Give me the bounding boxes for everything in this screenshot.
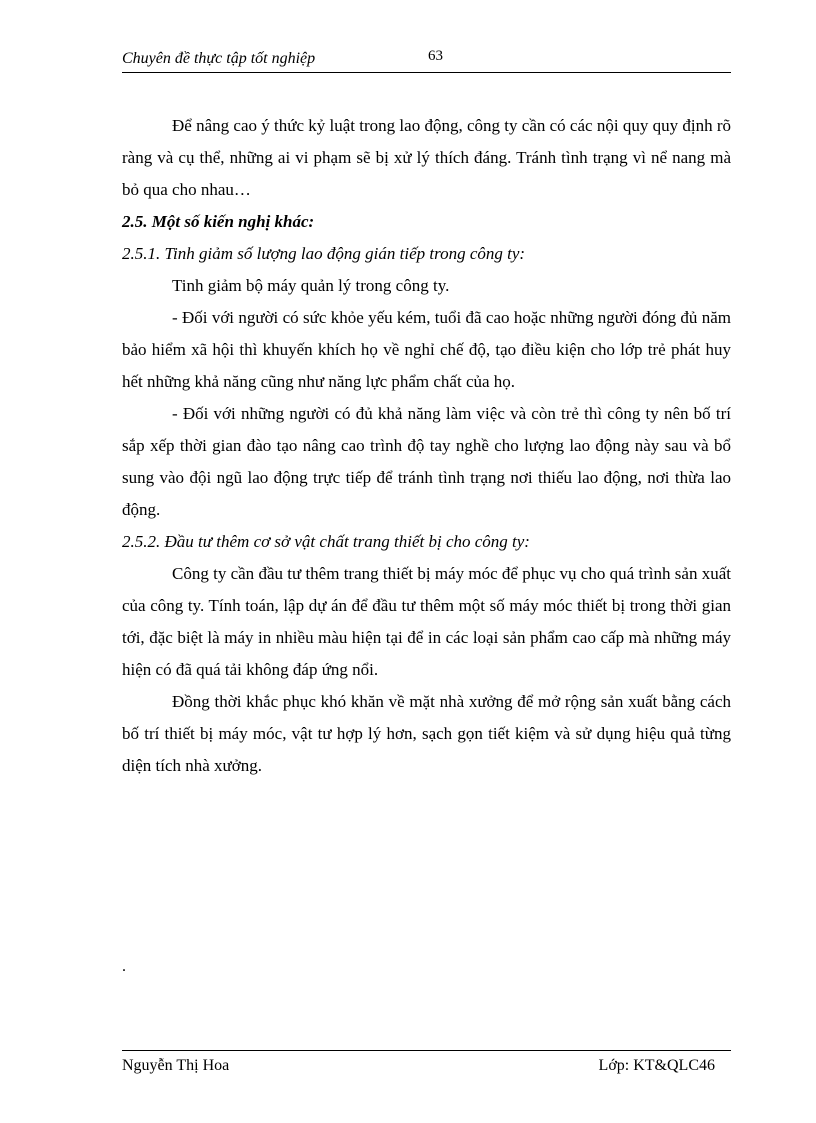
stray-mark: . [122,958,126,975]
subsection-heading-2-5-1: 2.5.1. Tinh giảm số lượng lao động gián tiếp trong công ty: [122,244,526,263]
subsection-heading-2-5-2: 2.5.2. Đầu tư thêm cơ sở vật chất trang thiết bị cho công ty: [122,532,530,551]
paragraph-workshop-improvement: Đồng thời khắc phục khó khăn về mặt nhà xưởng để mở rộng sản xuất bằng cách bố trí thiết bị máy móc, vật tư hợp lý hơn, sạch gọn tiết kiệm và sử dụng hiệu quả từng diện tích nhà xưởng. [122,692,731,775]
page-footer [122,1050,731,1081]
paragraph-streamline: Tinh giảm bộ máy quản lý trong công ty. [172,276,450,295]
paragraph-older-workers: - Đối với người có sức khỏe yếu kém, tuổi đã cao hoặc những người đóng đủ năm bảo hiểm xã hội thì khuyến khích họ về nghỉ chế độ, tạo điều kiện cho lớp trẻ phát huy hết những khả năng cũng như năng lực phẩm chất của họ. [122,308,731,391]
section-heading-2-5: 2.5. Một số kiến nghị khác: [122,212,315,231]
footer-author: Nguyễn Thị Hoa [122,1057,230,1074]
page-header [122,46,731,73]
header-title: Chuyên đề thực tập tốt nghiệp [122,50,316,67]
paragraph-young-workers: - Đối với những người có đủ khả năng làm việc và còn trẻ thì công ty nên bố trí sắp xếp thời gian đào tạo nâng cao trình độ tay nghề cho lượng lao động này sau và bổ sung vào đội ngũ lao động trực tiếp để tránh tình trạng nơi thiếu lao động, nơi thừa lao động. [122,404,731,519]
page-number: 63 [428,48,443,64]
document-body [122,110,731,782]
paragraph-equipment-investment: Công ty cần đầu tư thêm trang thiết bị máy móc để phục vụ cho quá trình sản xuất của công ty. Tính toán, lập dự án để đầu tư thêm một số máy móc thiết bị trong thời gian tới, đặc biệt là máy in nhiều màu hiện tại để in các loại sản phẩm cao cấp mà những máy hiện có đã quá tải không đáp ứng nổi. [122,564,731,679]
paragraph-discipline: Để nâng cao ý thức kỷ luật trong lao động, công ty cần có các nội quy quy định rõ ràng và cụ thể, những ai vi phạm sẽ bị xử lý thích đáng. Tránh tình trạng vì nể nang mà bỏ qua cho nhau… [122,116,731,199]
footer-class: Lớp: KT&QLC46 [598,1057,715,1074]
